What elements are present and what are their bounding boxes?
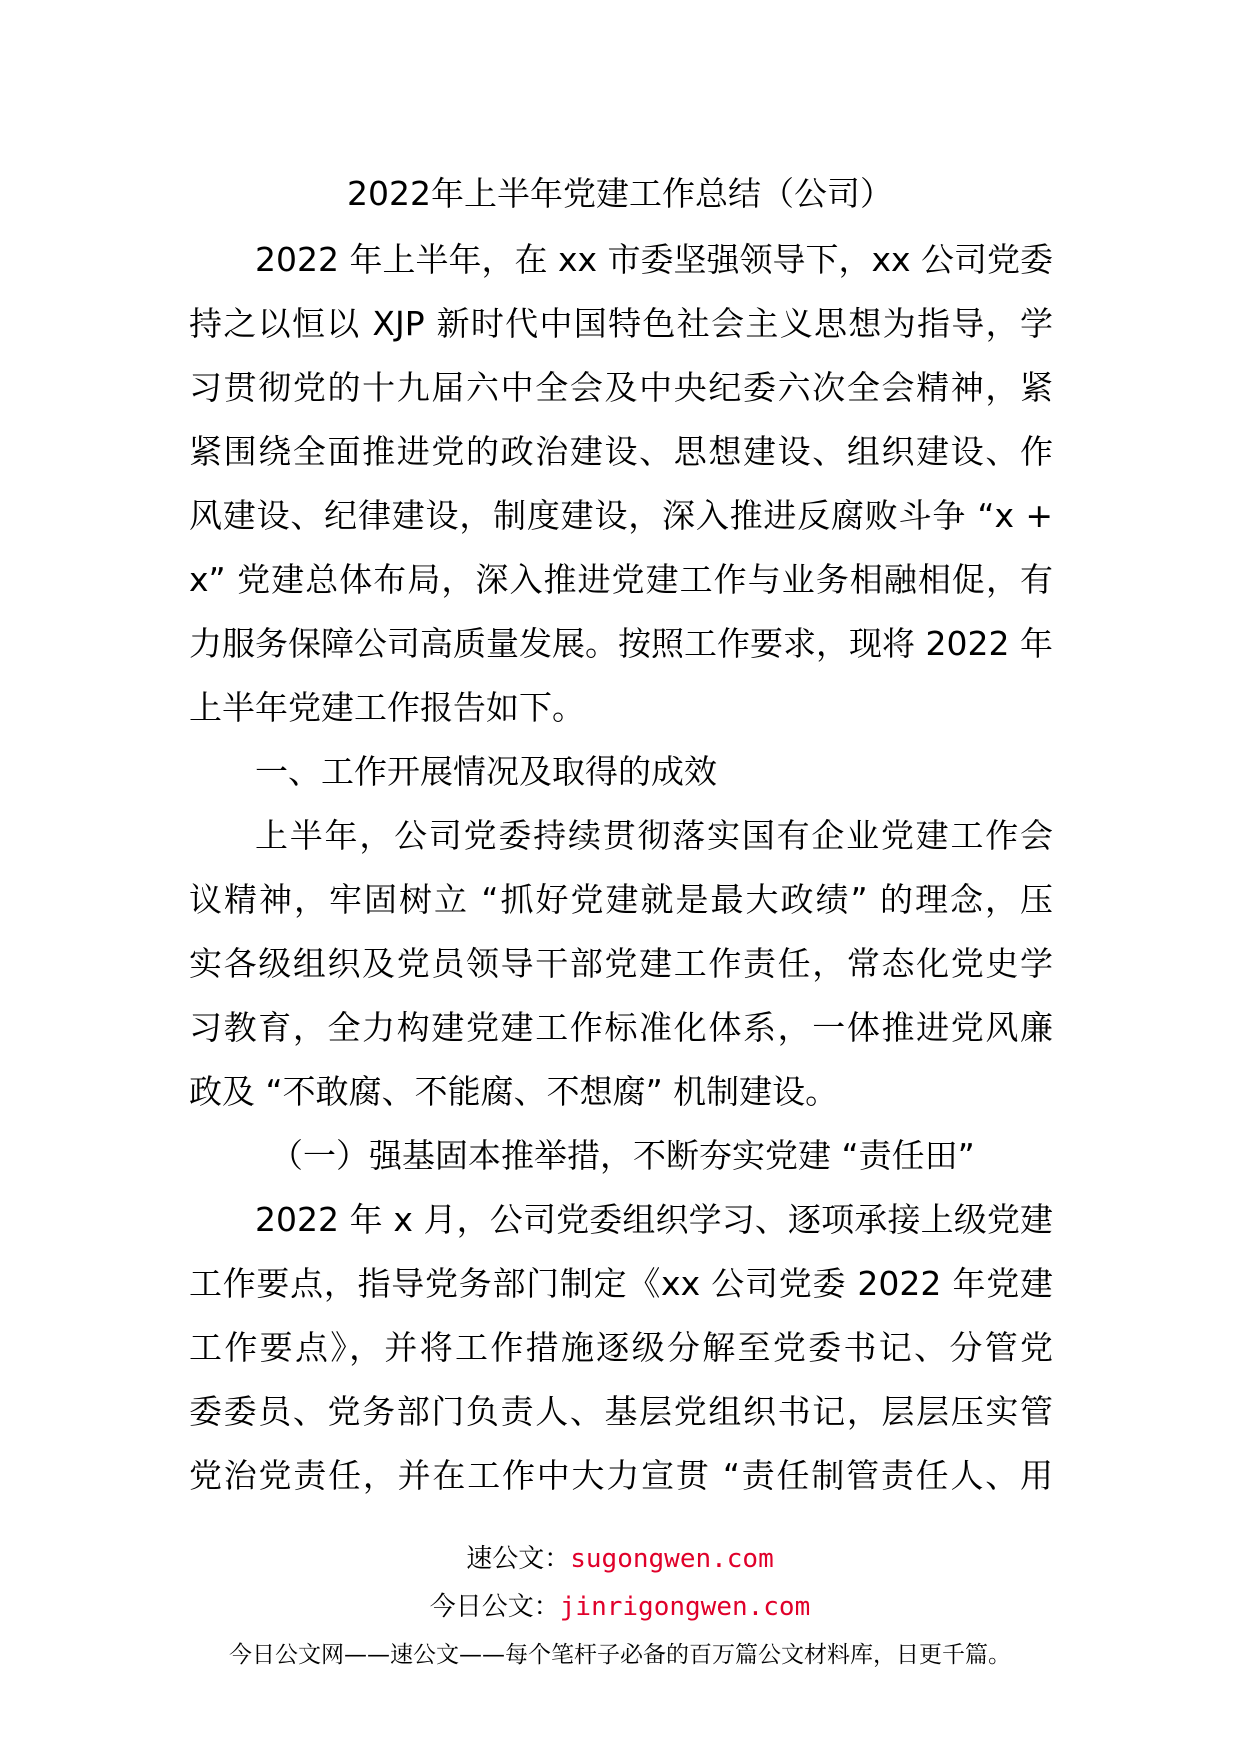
paragraph-line: 风建设、纪律建设，制度建设，深入推进反腐败斗争 “x + (189, 496, 1053, 535)
paragraph-line: 议精神，牢固树立 “抓好党建就是最大政绩” 的理念，压 (189, 880, 1053, 919)
paragraph-line: 习贯彻党的十九届六中全会及中央纪委六次全会精神，紧 (189, 368, 1053, 407)
paragraph-line: 紧围绕全面推进党的政治建设、思想建设、组织建设、作 (189, 432, 1053, 471)
footer-site-2-label: 今日公文： (429, 1592, 560, 1622)
paragraph-line: 上半年党建工作报告如下。 (189, 688, 585, 727)
paragraph-line: 上半年，公司党委持续贯彻落实国有企业党建工作会 (255, 816, 1053, 855)
paragraph-line: 政及 “不敢腐、不能腐、不想腐” 机制建设。 (189, 1072, 839, 1111)
document-title: 2022年上半年党建工作总结（公司） (347, 174, 893, 213)
paragraph-line: 2022 年 x 月，公司党委组织学习、逐项承接上级党建 (255, 1200, 1053, 1239)
paragraph-line: 党治党责任，并在工作中大力宣贯 “责任制管责任人、用 (189, 1456, 1053, 1495)
paragraph-line: 委委员、党务部门负责人、基层党组织书记，层层压实管 (189, 1392, 1053, 1431)
paragraph-line: 工作要点》，并将工作措施逐级分解至党委书记、分管党 (189, 1328, 1053, 1367)
footer-site-1-label: 速公文： (466, 1544, 571, 1574)
paragraph-line: 实各级组织及党员领导干部党建工作责任，常态化党史学 (189, 944, 1053, 983)
paragraph-line: 习教育，全力构建党建工作标准化体系，一体推进党风廉 (189, 1008, 1053, 1047)
footer-site-2-link[interactable]: jinrigongwen.com (559, 1592, 811, 1622)
paragraph-line: 2022 年上半年，在 xx 市委坚强领导下，xx 公司党委 (255, 240, 1054, 279)
paragraph-line: x” 党建总体布局，深入推进党建工作与业务相融相促，有 (189, 560, 1053, 599)
footer-site-1 (0, 1538, 1240, 1575)
subsection-heading: （一）强基固本推举措，不断夯实党建 “责任田” (270, 1136, 975, 1175)
paragraph-line: 持之以恒以 XJP 新时代中国特色社会主义思想为指导，学 (189, 304, 1053, 343)
footer-slogan: 今日公文网——速公文——每个笔杆子必备的百万篇公文材料库，日更千篇。 (229, 1642, 1011, 1668)
footer-site-2 (0, 1586, 1240, 1623)
section-heading: 一、工作开展情况及取得的成效 (255, 752, 717, 791)
footer-site-1-link[interactable]: sugongwen.com (570, 1544, 774, 1574)
paragraph-line: 力服务保障公司高质量发展。按照工作要求，现将 2022 年 (189, 624, 1053, 663)
paragraph-line: 工作要点，指导党务部门制定《xx 公司党委 2022 年党建 (189, 1264, 1053, 1303)
